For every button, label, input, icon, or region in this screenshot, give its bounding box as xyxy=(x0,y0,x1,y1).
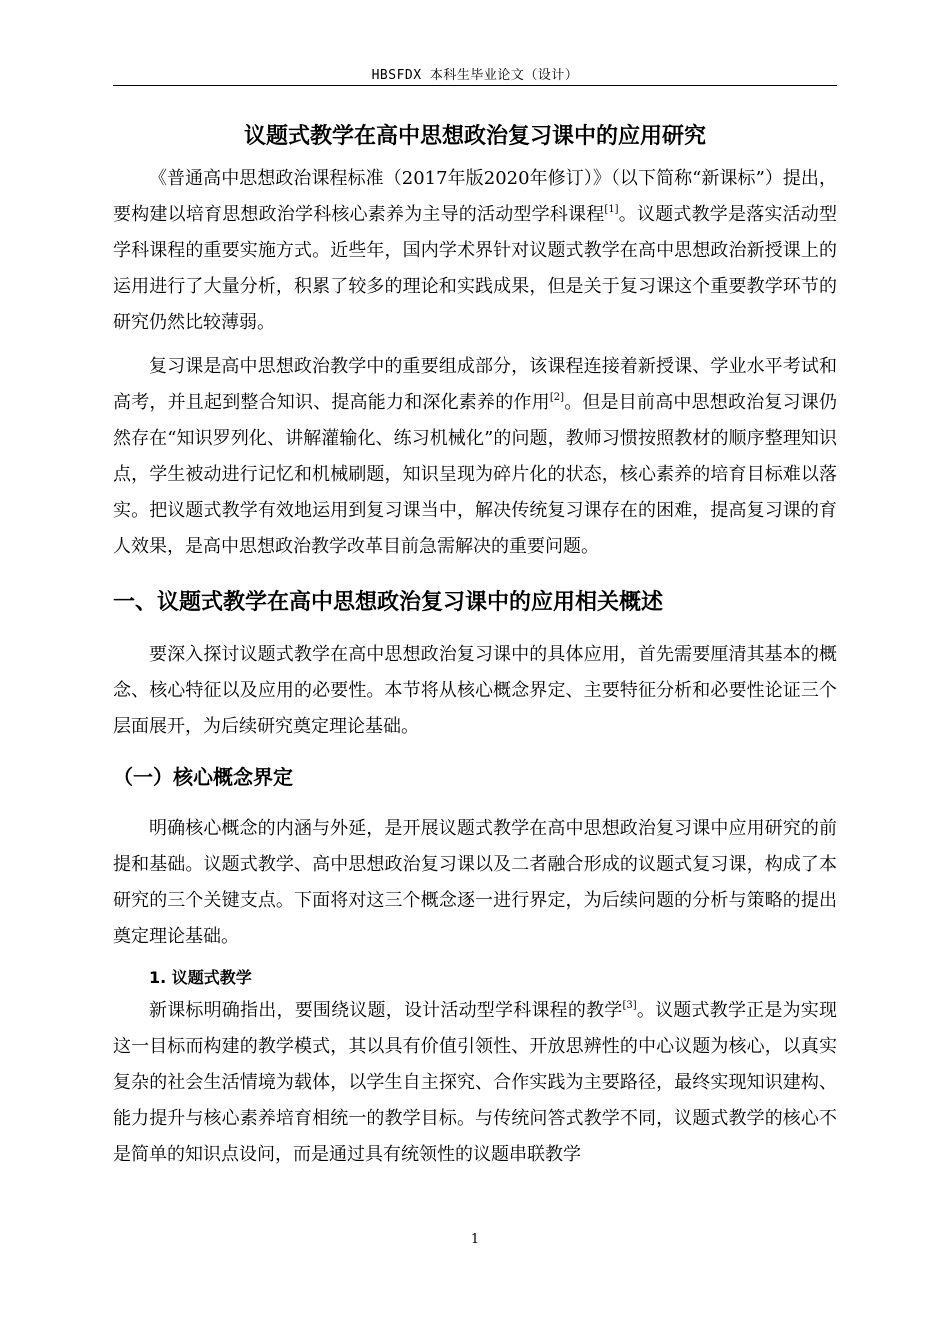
item-1-heading: 1. 议题式教学 xyxy=(149,968,252,987)
intro-paragraph-2 xyxy=(113,349,837,565)
citation-ref-1: [1] xyxy=(604,204,619,215)
section-1-paragraph: 要深入探讨议题式教学在高中思想政治复习课中的具体应用，首先需要厘清其基本的概念、核心特征以及应用的必要性。本节将从核心概念界定、主要特征分析和必要性论证三个层面展开，为后续研究奠定理论基础。 xyxy=(113,644,837,737)
section-1-heading: 一、议题式教学在高中思想政治复习课中的应用相关概述 xyxy=(113,590,664,615)
document-body xyxy=(113,118,837,1173)
running-header: HBSFDX 本科生毕业论文（设计） xyxy=(371,68,579,83)
paper-title: 议题式教学在高中思想政治复习课中的应用研究 xyxy=(243,124,706,149)
subsection-1-paragraph: 明确核心概念的内涵与外延，是开展议题式教学在高中思想政治复习课中应用研究的前提和基础。议题式教学、高中思想政治复习课以及二者融合形成的议题式复习课，构成了本研究的三个关键支点。下面将对这三个概念逐一进行界定，为后续问题的分析与策略的提出奠定理论基础。 xyxy=(113,818,837,947)
citation-ref-3: [3] xyxy=(622,1000,637,1011)
item-1-text-a: 新课标明确指出，要围绕议题，设计活动型学科课程的教学 xyxy=(149,1000,623,1021)
intro-p2-text-b: 。但是目前高中思想政治复习课仍然存在“知识罗列化、讲解灌输化、练习机械化”的问题，教师习惯按照教材的顺序整理知识点，学生被动进行记忆和机械刷题，知识呈现为碎片化的状态，核心素养的培育目标难以落实。把议题式教学有效地运用到复习课当中，解决传统复习课存在的困难，提高复习课的育人效果，是高中思想政治教学改革目前急需解决的重要问题。 xyxy=(113,392,838,557)
intro-p2-text-a: 复习课是高中思想政治教学中的重要组成部分，该课程连接着新授课、学业水平考试和高考，并且起到整合知识、提高能力和深化素养的作用 xyxy=(113,356,837,413)
intro-p1-text-a: 《普通高中思想政治课程标准（2017年版2020年修订）》（以下简称“新课标”）提出，要构建以培育思想政治学科核心素养为主导的活动型学科课程 xyxy=(113,168,837,225)
item-1-paragraph xyxy=(113,993,837,1173)
citation-ref-2: [2] xyxy=(549,392,564,403)
intro-p1-text-b: 。议题式教学是落实活动型学科课程的重要实施方式。近些年，国内学术界针对议题式教学在高中思想政治新授课上的运用进行了大量分析，积累了较多的理论和实践成果，但是关于复习课这个重要教学环节的研究仍然比较薄弱。 xyxy=(113,204,838,333)
intro-paragraph-1 xyxy=(113,161,837,341)
subsection-1-heading: （一）核心概念界定 xyxy=(113,765,293,789)
header-rule xyxy=(113,85,837,86)
item-1-text-b: 。议题式教学正是为实现这一目标而构建的教学模式，其以具有价值引领性、开放思辨性的中心议题为核心，以真实复杂的社会生活情境为载体，以学生自主探究、合作实践为主要路径，最终实现知识建构、能力提升与核心素养培育相统一的教学目标。与传统问答式教学不同，议题式教学的核心不是简单的知识点设问，而是通过具有统领性的议题串联教学 xyxy=(113,1000,837,1165)
page-number: 1 xyxy=(470,1232,480,1247)
